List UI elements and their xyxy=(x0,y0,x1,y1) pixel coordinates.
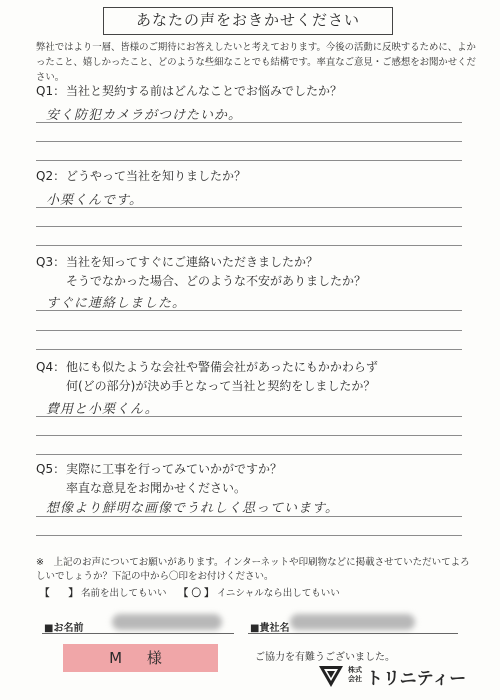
consent-options xyxy=(40,585,340,599)
answer-3: すぐに連絡しました。 xyxy=(46,296,187,311)
question-number: Q4： xyxy=(36,360,66,374)
question-text-cont: 何(どの部分)が決め手となって当社と契約をしましたか？ xyxy=(66,379,376,393)
rule-line xyxy=(36,141,462,142)
company-logo xyxy=(318,664,468,688)
rule-line xyxy=(36,516,462,517)
question-number: Q2： xyxy=(36,169,66,183)
redacted-company xyxy=(290,614,415,630)
question-text: 当社を知ってすぐにご連絡いただきましたか？ xyxy=(66,255,319,269)
intro-text: 弊社ではより一層、皆様のご期待にお答えしたいと考えております。今後の活動に反映するために、よかったこと、嬉しかったこと、どのような些細なことでも結構です。率直なご意見・ご感想をお聞かせください。 xyxy=(36,42,476,83)
logo-company-type: 株式会社 xyxy=(348,666,362,683)
question-number: Q1： xyxy=(36,84,66,98)
answer-4: 費用と小栗くん。 xyxy=(46,402,159,417)
question-text-cont: そうでなかった場合、どのような不安がありましたか？ xyxy=(66,274,367,288)
question-number: Q5： xyxy=(36,462,66,476)
question-text-cont: 率直な意見をお聞かせください。 xyxy=(66,481,247,495)
option-2-checkbox[interactable]: 【 〇 】 xyxy=(178,588,214,599)
rule-line xyxy=(36,207,462,208)
rule-line xyxy=(36,416,462,417)
thanks-text: ご協力を有難うございました。 xyxy=(255,652,395,663)
trinity-logo-icon xyxy=(318,664,344,688)
page-title: あなたの声をおきかせください xyxy=(103,7,393,35)
rule-line xyxy=(36,245,462,246)
question-text: 実際に工事を行ってみていかがですか？ xyxy=(66,462,283,476)
option-1-label: 名前を出してもいい xyxy=(81,588,167,599)
question-2 xyxy=(36,167,476,186)
question-text: どうやって当社を知りましたか？ xyxy=(66,169,247,183)
question-5 xyxy=(36,460,476,498)
question-4 xyxy=(36,358,476,396)
question-3 xyxy=(36,253,476,291)
name-field-label: ■お名前 xyxy=(44,623,84,634)
consent-note: ※ 上記のお声についてお願いがあります。インターネットや印刷物などに掲載させていただいてよろしいでしょうか？下記の中から〇印をお付けください。 xyxy=(36,557,470,582)
customer-initial-badge: M 様 xyxy=(63,644,218,672)
name-field-line xyxy=(42,633,234,634)
rule-line xyxy=(36,435,462,436)
answer-2: 小栗くんです。 xyxy=(46,193,143,208)
rule-line xyxy=(36,122,462,123)
rule-line xyxy=(36,349,462,350)
answer-5: 想像より鮮明な画像でうれしく思っています。 xyxy=(46,501,339,516)
rule-line xyxy=(36,535,462,536)
option-2-label: イニシャルなら出してもいい xyxy=(216,588,340,599)
question-number: Q3： xyxy=(36,255,66,269)
redacted-name xyxy=(112,614,222,630)
rule-line xyxy=(36,226,462,227)
question-text: 他にも似たような会社や警備会社があったにもかかわらず xyxy=(66,360,378,374)
option-1-checkbox[interactable]: 【 】 xyxy=(40,588,79,599)
rule-line xyxy=(36,160,462,161)
question-1 xyxy=(36,82,476,101)
rule-line xyxy=(36,310,462,311)
logo-company-name: トリニティー xyxy=(366,669,467,689)
company-field-label: ■貴社名 xyxy=(250,623,290,634)
rule-line xyxy=(36,454,462,455)
rule-line xyxy=(36,330,462,331)
company-field-line xyxy=(248,633,458,634)
question-text: 当社と契約する前はどんなことでお悩みでしたか？ xyxy=(66,84,343,98)
answer-1: 安く防犯カメラがつけたいか。 xyxy=(46,108,243,123)
